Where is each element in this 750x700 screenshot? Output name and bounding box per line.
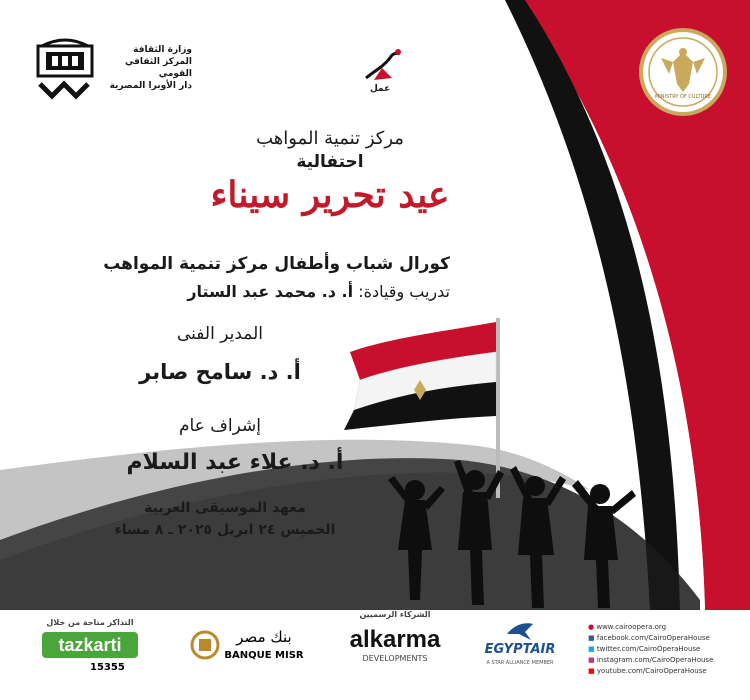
- training-label: تدريب وقيادة:: [358, 282, 450, 301]
- art-director-label: المدير الفنى: [177, 324, 263, 344]
- facebook-link[interactable]: ■ facebook.com/CairoOperaHouse: [588, 634, 710, 642]
- instagram-link[interactable]: ■ instagram.com/CairoOperaHouse: [588, 656, 714, 664]
- center-line-3: دار الأوبرا المصرية: [109, 81, 192, 91]
- ministry-text: MINISTRY OF CULTURE: [654, 94, 712, 100]
- sponsor-bar: [0, 610, 750, 700]
- eagle-seal-icon: [633, 22, 733, 122]
- youtube-link[interactable]: ■ youtube.com/CairoOperaHouse: [588, 667, 707, 675]
- venue-text: معهد الموسيقى العربية: [144, 500, 306, 516]
- tazkarti-logo: tazkarti: [42, 632, 138, 658]
- amal-logo: [362, 48, 412, 98]
- art-director-name: أ. د. سامح صابر: [139, 360, 301, 384]
- official-partners-label: الشركاء الرسميين: [359, 610, 431, 619]
- celebration-text: احتفالية: [296, 152, 364, 172]
- opera-house-icon: [30, 36, 100, 106]
- center-line-2: المركز الثقافي القومي: [124, 57, 192, 79]
- banque-misr-block: [190, 626, 310, 676]
- supervision-name: أ. د. علاء عبد السلام: [126, 450, 344, 475]
- celebrating-people-silhouettes: [360, 450, 660, 610]
- datetime-text: الخميس ٢٤ ابريل ٢٠٢٥ ـ ٨ مساء: [114, 522, 336, 538]
- tazkarti-block: [30, 618, 150, 678]
- egyptair-block: [470, 620, 570, 675]
- banque-misr-icon: [190, 630, 220, 660]
- amal-text: عمل: [370, 84, 391, 94]
- organizer-text: مركز تنمية المواهب: [256, 128, 404, 149]
- egyptair-logo: EGYPTAIR: [484, 642, 556, 657]
- banque-misr-english: BANQUE MISR: [224, 650, 304, 661]
- alkarma-block: [330, 610, 460, 670]
- alkarma-sub: DEVELOPMENTS: [362, 654, 428, 663]
- social-list: [588, 622, 738, 677]
- training-name: أ. د. محمد عبد الستار: [187, 282, 354, 301]
- choir-text: كورال شباب وأطفال مركز تنمية المواهب: [103, 254, 450, 274]
- alkarma-logo: alkarma: [349, 626, 441, 653]
- horus-icon: [505, 620, 535, 642]
- banque-misr-arabic: بنك مصر: [236, 628, 292, 646]
- ministry-of-culture-seal: [633, 22, 733, 122]
- twitter-link[interactable]: ■ twitter.com/CairoOperaHouse: [588, 645, 701, 653]
- event-title: عيد تحرير سيناء: [210, 174, 450, 216]
- center-line-1: وزارة الثقافة: [133, 45, 192, 55]
- cultural-center-text: [100, 44, 192, 92]
- egyptair-sub: A STAR ALLIANCE MEMBER: [486, 660, 554, 666]
- training-line: [40, 282, 450, 301]
- supervision-label: إشراف عام: [179, 416, 261, 436]
- social-links: [588, 622, 738, 682]
- website-link[interactable]: ● www.cairoopera.org: [588, 623, 667, 631]
- dancer-icon: [362, 48, 406, 84]
- tickets-label: التذاكر متاحة من خلال: [46, 618, 134, 627]
- cultural-center-logo: [30, 36, 195, 106]
- tazkarti-phone: 15355: [90, 662, 125, 673]
